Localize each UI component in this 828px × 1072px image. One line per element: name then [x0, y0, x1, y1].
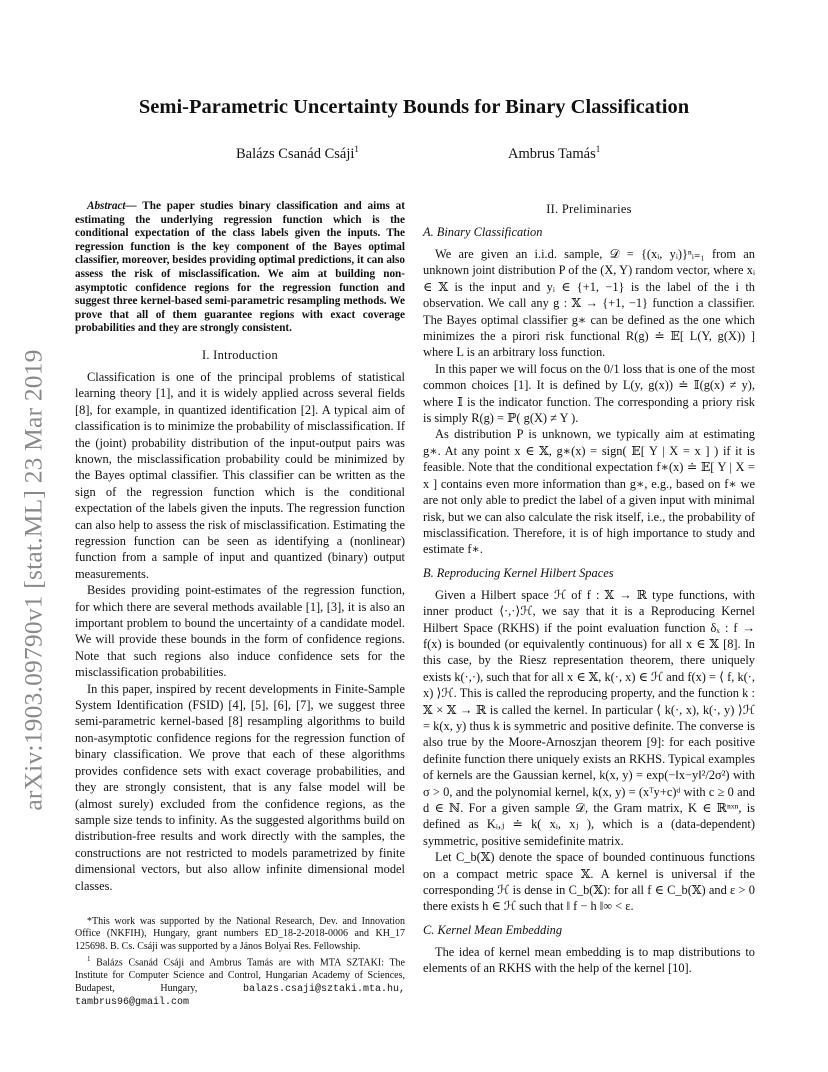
author-1: [236, 144, 359, 163]
affiliation-mark: 1: [87, 955, 91, 964]
author-1-affil: 1: [354, 144, 359, 154]
author-list: [0, 144, 828, 168]
abstract-label: Abstract—: [87, 200, 137, 212]
section-heading-introduction: I. Introduction: [201, 347, 279, 362]
author-2-affil: 1: [595, 144, 601, 154]
author-1-name: Balázs Csanád Csáji: [236, 145, 355, 162]
subsection-heading-binary-classification: A. Binary Classification: [423, 225, 543, 239]
rkhs-paragraph-1: Given a Hilbert space ℋ of f : 𝕏 → ℝ type functions, with inner product ⟨·,·⟩ℋ, we say that it is a Reproducing Kernel Hilbert Space (RKHS) if the point evaluation function δₓ : f → f(x) is bounded (or equivalently continuous) for all x ∈ 𝕏 [8]. In this case, by the Riesz representation theorem, there uniquely exists k(·,·), such that for all x ∈ 𝕏, k(·, x) ∈ ℋ and f(x) = ⟨ f, k(·, x) ⟩ℋ. This is called the reproducing property, and the function k : 𝕏 × 𝕏 → ℝ is called the kernel. In particular ⟨ k(·, x), k(·, y) ⟩ℋ = k(x, y) thus k is symmetric and positive definite. The converse is also true by the Moore-Arnoszjan theorem [9]: for each positive definite function there uniquely exists an RKHS. Typical examples of kernels are the Gaussian kernel, k(x, y) = exp(−‖x−y‖²/2σ²) with σ > 0, and the polynomial kernel, k(x, y) = (xᵀy+c)ᵈ with c ≥ 0 and d ∈ ℕ. For a given sample 𝒟, the Gram matrix, K ∈ ℝⁿˣⁿ, is defined as Kᵢ,ⱼ ≐ k( xᵢ, xⱼ ), which is a (data-dependent) symmetric, positive semidefinite matrix.: [423, 587, 755, 848]
author-2-name: Ambrus Tamás: [508, 145, 596, 162]
affiliation-text: Balázs Csanád Csáji and Ambrus Tamás are with MTA SZTAKI: The Institute for Computer Science and Control, Hungarian Academy of Sciences, Budapest, Hungary,: [75, 957, 405, 994]
binary-classification-paragraph-1: We are given an i.i.d. sample, 𝒟 = {(xᵢ, yᵢ)}ⁿᵢ₌₁ from an unknown joint distribution P of the (X, Y) random vector, where xᵢ ∈ 𝕏 is the input and yᵢ ∈ {+1, −1} is the label of the i th observation. We call any g : 𝕏 → {+1, −1} function a classifier. The Bayes optimal classifier g∗ can be defined as the one which minimizes the a pirori risk functional R(g) ≐ 𝔼[ L(Y, g(X)) ] where L is an arbitrary loss function.: [423, 247, 755, 360]
author-2: [508, 144, 600, 163]
section-heading-preliminaries: II. Preliminaries: [546, 202, 632, 216]
footnotes: [75, 912, 405, 1010]
arxiv-identifier: [14, 240, 54, 920]
binary-classification-paragraph-2: In this paper we will focus on the 0/1 loss that is one of the most common choices [1]. It is defined by L(y, g(x)) ≐ 𝕀(g(x) ≠ y), where 𝕀 is the indicator function. The corresponding a priory risk is simply R(g) = ℙ( g(X) ≠ Y ).: [423, 361, 755, 426]
paper-title: Semi-Parametric Uncertainty Bounds for Binary Classification: [138, 96, 690, 118]
abstract-text: The paper studies binary classification and aims at estimating the underlying regression function which is the conditional expectation of the class labels given the inputs. The regression function is the key component of the Bayes optimal classifier, moreover, besides providing optimal predictions, it can also assess the risk of misclassification. We aim at building non-asymptotic confidence regions for the regression function and suggest three kernel-based semi-parametric resampling methods. We prove that all of them guarantee regions with exact coverage probabilities and they are strongly consistent.: [75, 200, 405, 335]
binary-classification-paragraph-3: As distribution P is unknown, we typically aim at estimating g∗. At any point x ∈ 𝕏, g∗(x) = sign( 𝔼[ Y | X = x ] ) if it is feasible. Note that the conditional expectation f∗(x) ≐ 𝔼[ Y | X = x ] contains even more information than g∗, e.g., based on f∗ we are not only able to predict the label of a given input with minimal risk, but we can also calculate the risk itself, i.e., the probability of misclassification. Therefore, it is of high importance to study and estimate f∗.: [423, 427, 755, 557]
right-column: [423, 200, 755, 977]
subsection-heading-rkhs: B. Reproducing Kernel Hilbert Spaces: [423, 565, 614, 580]
abstract: [75, 200, 405, 336]
intro-paragraph-1: Classification is one of the principal problems of statistical learning theory [1], and it is widely applied across several fields [8], for example, in quantized identification [2]. A typical aim of classification is to minimize the probability of misclassification. If the (joint) probability distribution of the input-output pairs was known, the misclassification probability could be minimized by the Bayes optimal classifier. This classifier can be written as the sign of the regression function which is the conditional expectation of the labels given the inputs. The regression function can also help to assess the risk of misclassification. Estimating the regression function can be seen as identifying a (nonlinear) function from a sample of input and quantized (binary) output measurements.: [75, 369, 405, 581]
left-column: [75, 200, 405, 1010]
affiliation-footnote: [75, 953, 405, 1009]
author-emails[interactable]: balazs.csaji@sztaki.mta.hu, tambrus96@gmail.com: [75, 983, 405, 1009]
subsection-heading-kernel-mean-embedding: C. Kernel Mean Embedding: [423, 922, 563, 937]
intro-paragraph-3: In this paper, inspired by recent developments in Finite-Sample System Identification (FSID) [4], [5], [6], [7], we suggest three semi-parametric kernel-based [8] resampling algorithms to build non-asymptotic confidence regions for the regression function of binary classification. We prove that each of these algorithms provides confidence sets with exact coverage probabilities, and they are strongly consistent, that is any false model will be (almost surely) excluded from the confidence regions, as the sample size tends to infinity. As the suggested algorithms build on distribution-free results and work directly with the samples, the constructions are not restricted to models parametrized by finite dimensional vectors, but also allow infinite dimensional model classes.: [75, 681, 405, 893]
funding-footnote: *This work was supported by the National Research, Dev. and Innovation Office (NKFIH), Hungary, grant numbers ED_18-2-2018-0006 and KH_17 125698. B. Cs. Csáji was supported by a János Bolyai Res. Fellowship.: [75, 915, 405, 952]
rkhs-paragraph-2: Let C_b(𝕏) denote the space of bounded continuous functions on a compact metric space 𝕏. A kernel is universal if the corresponding ℋ is dense in C_b(𝕏): for all f ∈ C_b(𝕏) and ε > 0 there exists h ∈ ℋ such that ‖ f − h ‖∞ < ε.: [423, 850, 755, 914]
arxiv-identifier-text: arXiv:1903.09790v1 [stat.ML] 23 Mar 2019: [19, 349, 48, 811]
kernel-mean-embedding-paragraph-1: The idea of kernel mean embedding is to map distributions to elements of an RKHS with the help of the kernel [10].: [423, 944, 755, 976]
intro-paragraph-2: Besides providing point-estimates of the regression function, for which there are several methods available [1], [3], it is also an important problem to bound the uncertainty of a candidate model. We will provide these bounds in the form of confidence regions. Note that such regions also induce confidence sets for the misclassification probabilities.: [75, 583, 405, 680]
